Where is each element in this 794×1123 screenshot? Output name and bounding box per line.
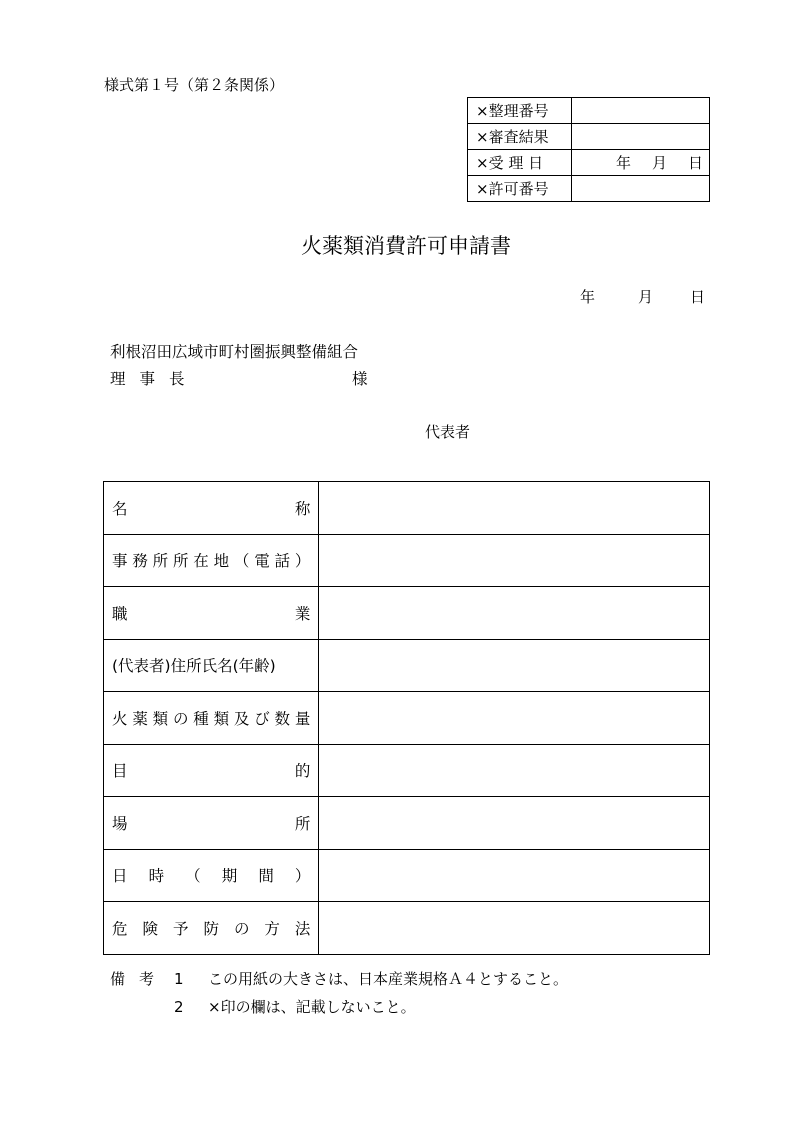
receipt-year-label: 年 (615, 154, 631, 172)
addressee-title-row (110, 367, 410, 389)
representative-label: 代表者 (425, 423, 471, 441)
application-day-label: 日 (690, 288, 706, 306)
note-item (174, 996, 416, 1017)
note-text: ×印の欄は、記載しないこと。 (208, 998, 416, 1016)
field-label-representative-text: (代表者)住所氏名(年齢) (112, 657, 276, 676)
application-date (580, 286, 705, 307)
office-use-table (467, 97, 710, 202)
note-item (174, 968, 568, 989)
office-value-receipt-date[interactable] (571, 150, 709, 176)
page-title: 火薬類消費許可申請書 (301, 234, 511, 258)
field-label-explosive-types: 火 薬 類 の 種 類 及 び 数 量 (104, 692, 319, 745)
field-value-purpose[interactable] (319, 744, 710, 797)
field-value-representative[interactable] (319, 639, 710, 692)
field-value-location[interactable] (319, 797, 710, 850)
office-label-receipt-date: ×受 理 日 (468, 150, 572, 176)
table-row (104, 587, 710, 640)
office-label-reference-number: ×整理番号 (468, 98, 572, 124)
note-number: 2 (174, 998, 184, 1016)
field-label-office-address: 事 務 所 所 在 地 （ 電 話 ） (104, 534, 319, 587)
field-label-location: 場 所 (104, 797, 319, 850)
table-row (104, 849, 710, 902)
field-label-name: 名 称 (104, 482, 319, 535)
table-row (468, 124, 710, 150)
table-row (104, 902, 710, 955)
field-label-purpose: 目 的 (104, 744, 319, 797)
field-label-occupation: 職 業 (104, 587, 319, 640)
office-value-permit-number[interactable] (571, 176, 709, 202)
office-value-reference-number[interactable] (571, 98, 709, 124)
addressee-honorific: 様 (352, 370, 368, 388)
office-value-review-result[interactable] (571, 124, 709, 150)
addressee-title: 理事長 (110, 370, 199, 388)
field-value-name[interactable] (319, 482, 710, 535)
table-row (468, 150, 710, 176)
field-value-office-address[interactable] (319, 534, 710, 587)
receipt-month-label: 月 (651, 154, 667, 172)
application-year-label: 年 (580, 288, 596, 306)
field-value-occupation[interactable] (319, 587, 710, 640)
form-number: 様式第１号（第２条関係） (104, 76, 285, 94)
notes-label: 備考 (110, 970, 169, 988)
note-text: この用紙の大きさは、日本産業規格Ａ４とすること。 (208, 970, 569, 988)
field-label-safety-measures: 危 険 予 防 の 方 法 (104, 902, 319, 955)
table-row (104, 534, 710, 587)
field-label-representative (104, 639, 319, 692)
field-value-safety-measures[interactable] (319, 902, 710, 955)
table-row (468, 98, 710, 124)
application-fields-table (103, 481, 710, 955)
table-row (104, 692, 710, 745)
office-label-permit-number: ×許可番号 (468, 176, 572, 202)
application-month-label: 月 (638, 288, 654, 306)
table-row (104, 797, 710, 850)
addressee-organization: 利根沼田広域市町村圏振興整備組合 (110, 343, 359, 361)
receipt-day-label: 日 (687, 154, 703, 172)
field-value-explosive-types[interactable] (319, 692, 710, 745)
office-label-review-result: ×審査結果 (468, 124, 572, 150)
field-label-datetime: 日 時 （ 期 間 ） (104, 849, 319, 902)
table-row (104, 744, 710, 797)
note-number: 1 (174, 970, 184, 988)
table-row (468, 176, 710, 202)
field-value-datetime[interactable] (319, 849, 710, 902)
table-row (104, 482, 710, 535)
table-row (104, 639, 710, 692)
